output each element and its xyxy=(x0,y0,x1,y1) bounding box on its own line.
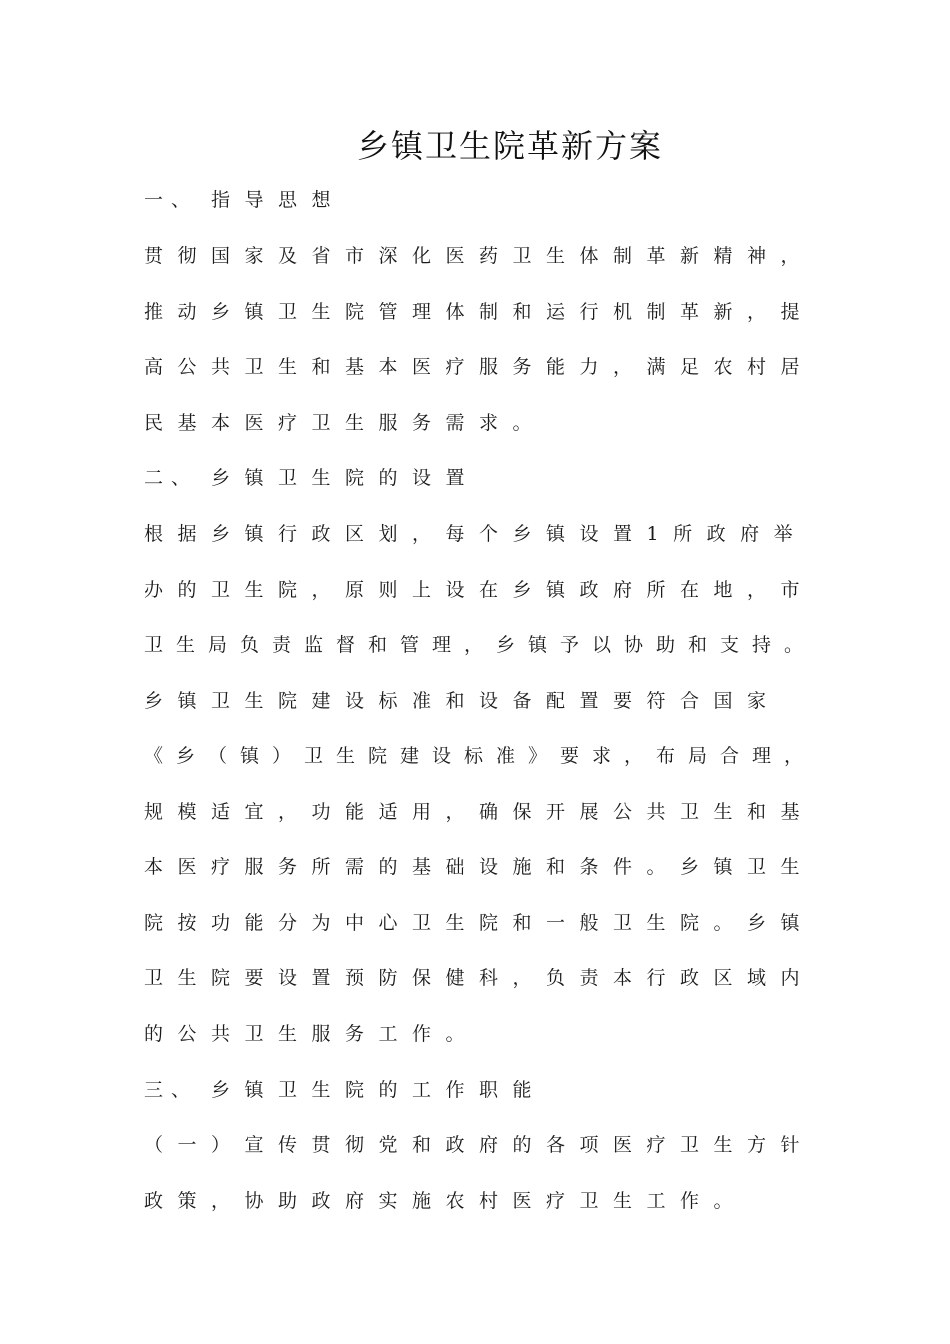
paragraph-line: 的公共卫生服务工作。 xyxy=(144,1023,480,1045)
paragraph-line: 贯彻国家及省市深化医药卫生体制革新精神， xyxy=(144,245,815,267)
paragraph-line: 政策，协助政府实施农村医疗卫生工作。 xyxy=(144,1190,748,1212)
section-number: 二、 xyxy=(144,467,199,489)
paragraph-line: 推动乡镇卫生院管理体制和运行机制革新，提 xyxy=(144,301,815,323)
section-number: 一、 xyxy=(144,189,199,211)
paragraph-line: 民基本医疗卫生服务需求。 xyxy=(144,412,547,434)
paragraph-line: 乡镇卫生院建设标准和设备配置要符合国家 xyxy=(144,690,781,712)
paragraph-line: （一）宣传贯彻党和政府的各项医疗卫生方针 xyxy=(144,1134,815,1156)
section-title: 指导思想 xyxy=(211,189,346,211)
document-title: 乡镇卫生院革新方案 xyxy=(356,127,663,165)
paragraph-line: 高公共卫生和基本医疗服务能力，满足农村居 xyxy=(144,356,815,378)
paragraph-line: 卫生局负责监督和管理，乡镇予以协助和支持。 xyxy=(144,634,817,656)
paragraph-line: 本医疗服务所需的基础设施和条件。乡镇卫生 xyxy=(144,856,815,878)
paragraph-line: 规模适宜，功能适用，确保开展公共卫生和基 xyxy=(144,801,815,823)
section-title: 乡镇卫生院的设置 xyxy=(211,467,480,489)
section-number: 三、 xyxy=(144,1079,199,1101)
section-title: 乡镇卫生院的工作职能 xyxy=(211,1079,547,1101)
section-heading-3 xyxy=(144,1076,864,1104)
section-heading-2 xyxy=(144,464,864,492)
paragraph-line: 《乡（镇）卫生院建设标准》要求，布局合理， xyxy=(144,745,817,767)
section-heading-1 xyxy=(144,186,864,214)
paragraph-line: 办的卫生院，原则上设在乡镇政府所在地，市 xyxy=(144,579,815,601)
paragraph-line: 根据乡镇行政区划，每个乡镇设置1所政府举 xyxy=(144,523,808,545)
paragraph-line: 院按功能分为中心卫生院和一般卫生院。乡镇 xyxy=(144,912,815,934)
paragraph-line: 卫生院要设置预防保健科，负责本行政区域内 xyxy=(144,967,815,989)
